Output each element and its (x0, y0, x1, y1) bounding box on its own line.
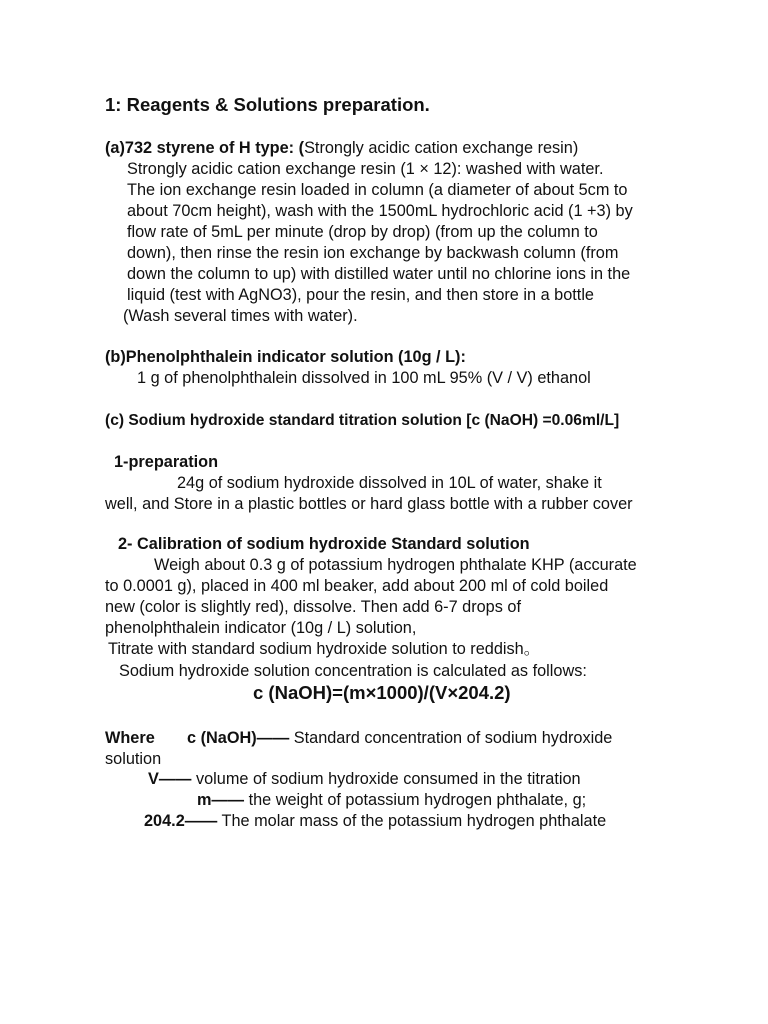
section-a-line: Strongly acidic cation exchange resin (1 × 12): washed with water. (127, 160, 604, 178)
section-a-line: liquid (test with AgNO3), pour the resin, and then store in a bottle (127, 286, 594, 304)
preparation-line: well, and Store in a plastic bottles or hard glass bottle with a rubber cover (105, 495, 633, 513)
where-term: c (NaOH)—— (187, 729, 290, 747)
calibration-line: phenolphthalein indicator (10g / L) solution, (105, 619, 417, 637)
concentration-formula: c (NaOH)=(m×1000)/(V×204.2) (253, 682, 511, 703)
where-desc: Standard concentration of sodium hydroxide (289, 729, 613, 747)
page-title: 1: Reagents & Solutions preparation. (105, 94, 430, 115)
where-row (105, 728, 155, 749)
section-a-line: flow rate of 5mL per minute (drop by drop) (from up the column to (127, 223, 598, 241)
section-b-heading: (b)Phenolphthalein indicator solution (10g / L): (105, 348, 466, 366)
where-term-row (144, 811, 606, 832)
calibration-heading: 2- Calibration of sodium hydroxide Standard solution (118, 535, 530, 553)
preparation-heading: 1-preparation (114, 453, 219, 471)
section-a-line: (Wash several times with water). (123, 307, 358, 325)
where-term-row (197, 790, 586, 811)
calibration-line: Titrate with standard sodium hydroxide solution to reddish。 (108, 640, 540, 658)
section-b-line: 1 g of phenolphthalein dissolved in 100 mL 95% (V / V) ethanol (137, 369, 591, 387)
where-desc: volume of sodium hydroxide consumed in the titration (191, 770, 581, 788)
where-term: m—— (197, 791, 245, 809)
where-term-row (187, 728, 612, 749)
calibration-line: new (color is slightly red), dissolve. Then add 6-7 drops of (105, 598, 521, 616)
calibration-line: Sodium hydroxide solution concentration is calculated as follows: (119, 662, 587, 680)
section-a-line: down the column to up) with distilled water until no chlorine ions in the (127, 265, 631, 283)
section-a-line: down), then rinse the resin ion exchange by backwash column (from (127, 244, 619, 262)
section-a-line: about 70cm height), wash with the 1500mL hydrochloric acid (1 +3) by (127, 202, 633, 220)
where-desc: solution (105, 750, 162, 768)
where-term-row (105, 749, 161, 770)
where-desc: The molar mass of the potassium hydrogen phthalate (217, 812, 607, 830)
where-desc: the weight of potassium hydrogen phthalate, g; (244, 791, 587, 809)
section-c-heading: (c) Sodium hydroxide standard titration solution [c (NaOH) =0.06ml/L] (105, 412, 620, 429)
calibration-line: to 0.0001 g), placed in 400 ml beaker, add about 200 ml of cold boiled (105, 577, 609, 595)
section-a-line: The ion exchange resin loaded in column (a diameter of about 5cm to (127, 181, 628, 199)
where-term: V—— (148, 770, 192, 788)
preparation-line: 24g of sodium hydroxide dissolved in 10L of water, shake it (177, 474, 602, 492)
calibration-line: Weigh about 0.3 g of potassium hydrogen phthalate KHP (accurate (154, 556, 637, 574)
where-term: 204.2—— (144, 812, 218, 830)
where-term-row (148, 769, 581, 790)
where-label: Where (105, 729, 155, 747)
section-a-title: (a)732 styrene of H type: ( (105, 139, 305, 157)
section-a-title-tail: Strongly acidic cation exchange resin) (304, 139, 579, 157)
section-a-heading (105, 138, 578, 159)
